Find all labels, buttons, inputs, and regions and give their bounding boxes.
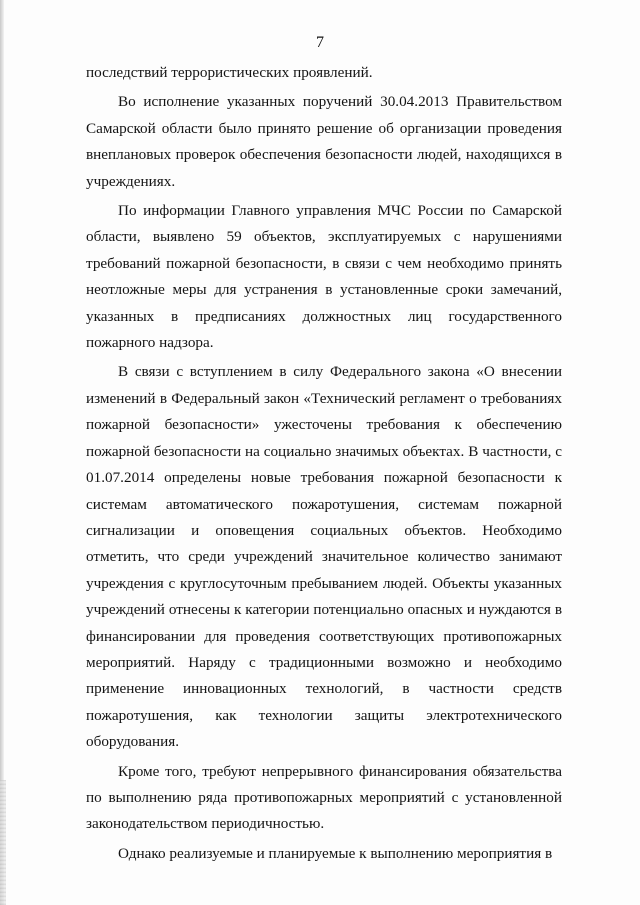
paragraph: В связи с вступлением в силу Федерального закона «О внесении изменений в Федеральный закон «Технический регламент о требованиях пожарной безопасности» ужесточены требования к обеспечению пожарной безопасности на социально значимых объектах. В частности, с 01.07.2014 определены новые требования пожарной безопасности к системам автоматического пожаротушения, системам пожарной сигнализации и оповещения социальных объектов. Необходимо отметить, что среди учреждений значительное количество занимают учреждения с круглосуточным пребыванием людей. Объекты указанных учреждений отнесены к категории потенциально опасных и нуждаются в финансировании для проведения соответствующих противопожарных мероприятий. Наряду с традиционными возможно и необходимо применение инновационных технологий, в частности средств пожаротушения, как технологии защиты электротехнического оборудования. [86, 363, 562, 751]
paragraph: Однако реализуемые и планируемые к выполнению мероприятия в [118, 844, 553, 862]
scan-edge-noise [0, 780, 6, 905]
page-number: 7 [316, 34, 324, 51]
document-body [86, 60, 562, 867]
paragraph: По информации Главного управления МЧС России по Самарской области, выявлено 59 объектов, эксплуатируемых с нарушениями требований пожарной безопасности, в связи с чем необходимо принять неотложные меры для устранения в установленные сроки замечаний, указанных в предписаниях должностных лиц государственного пожарного надзора. [86, 202, 562, 352]
paragraph-continuation: последствий террористических проявлений. [86, 64, 373, 81]
paragraph: Кроме того, требуют непрерывного финансирования обязательства по выполнению ряда противопожарных мероприятий с установленной законодательством периодичностью. [86, 762, 562, 833]
paragraph: Во исполнение указанных поручений 30.04.2013 Правительством Самарской области было принято решение об организации проведения внеплановых проверок обеспечения безопасности людей, находящихся в учреждениях. [86, 93, 562, 190]
scan-edge [0, 0, 4, 905]
